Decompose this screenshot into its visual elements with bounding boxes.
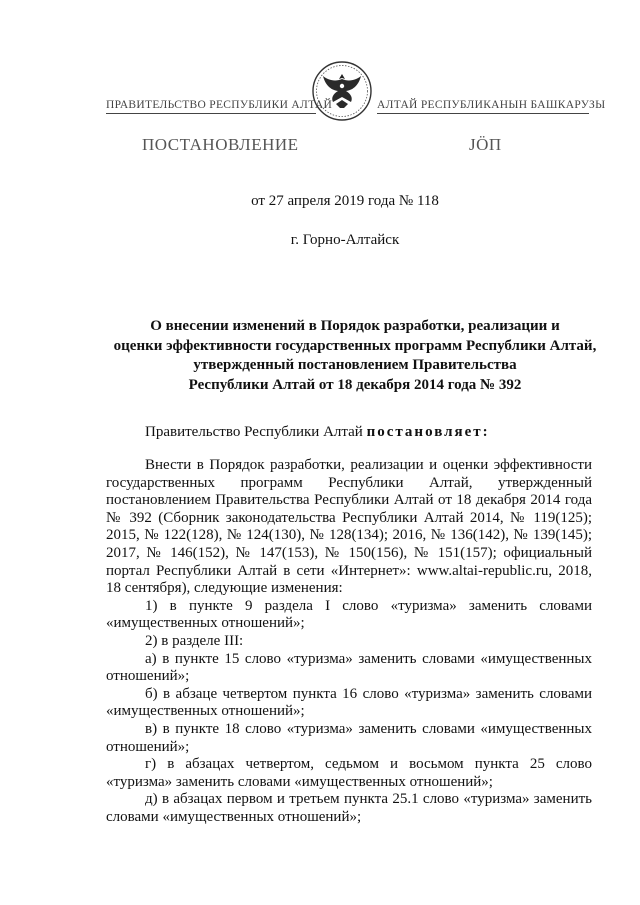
decree-line xyxy=(145,424,490,441)
body-paragraph: 1) в пункте 9 раздела I слово «туризма» заменить словами «имущественных отношений»; xyxy=(106,597,592,632)
title-line: Республики Алтай от 18 декабря 2014 года № 392 xyxy=(188,376,522,393)
body-paragraph: г) в абзацах четвертом, седьмом и восьмом пункта 25 слово «туризма» заменить словами «имущественных отношений»; xyxy=(106,756,592,790)
body-paragraph: б) в абзаце четвертом пункта 16 слово «туризма» заменить словами «имущественных отношений»; xyxy=(106,685,592,720)
doc-title xyxy=(110,317,600,395)
body-paragraph: в) в пункте 18 слово «туризма» заменить словами «имущественных отношений»; xyxy=(106,720,592,755)
doc-type-alt: JÖП xyxy=(469,135,502,154)
gov-title-ru: ПРАВИТЕЛЬСТВО РЕСПУБЛИКИ АЛТАЙ xyxy=(106,99,316,114)
doc-date: от 27 апреля 2019 года № 118 xyxy=(251,193,439,209)
title-line: утвержденный постановлением Правительства xyxy=(193,357,517,373)
body-paragraph: Внести в Порядок разработки, реализации и оценки эффективности государственных программ Республики Алтай, утвержденный постановлением Правительства Республики Алтай от 18 декабря 2014 года № 392 (Сборник законодательства Республики Алтай 2014, № 119(125); 2015, № 122(128), № 124(130), № 128(134); 2016, № 136(142), № 139(145); 2017, № 146(152), № 147(153), № 150(156), № 151(157); официальный портал Республики Алтай в сети «Интернет»: www.altai-republic.ru, 2018, 18 сентября), следующие изменения: xyxy=(106,457,592,597)
body-paragraph: д) в абзацах первом и третьем пункта 25.1 слово «туризма» заменить словами «имущественных отношений»; xyxy=(106,791,592,825)
doc-type-ru: ПОСТАНОВЛЕНИЕ xyxy=(142,135,299,154)
eagle-emblem-icon xyxy=(311,60,373,122)
decree-verb: постановляет: xyxy=(366,424,490,440)
body-paragraph: 2) в разделе III: xyxy=(145,632,244,649)
doc-body xyxy=(106,457,592,826)
decree-subject: Правительство Республики Алтай xyxy=(145,424,363,440)
gov-title-alt: АЛТАЙ РЕСПУБЛИКАНЫН БАШКАРУЗЫ xyxy=(377,99,589,114)
title-line: оценки эффективности государственных программ Республики Алтай, xyxy=(113,337,597,354)
title-line: О внесении изменений в Порядок разработки, реализации и xyxy=(150,318,560,334)
doc-city: г. Горно-Алтайск xyxy=(290,232,400,248)
body-paragraph: а) в пункте 15 слово «туризма» заменить словами «имущественных отношений»; xyxy=(106,650,592,685)
